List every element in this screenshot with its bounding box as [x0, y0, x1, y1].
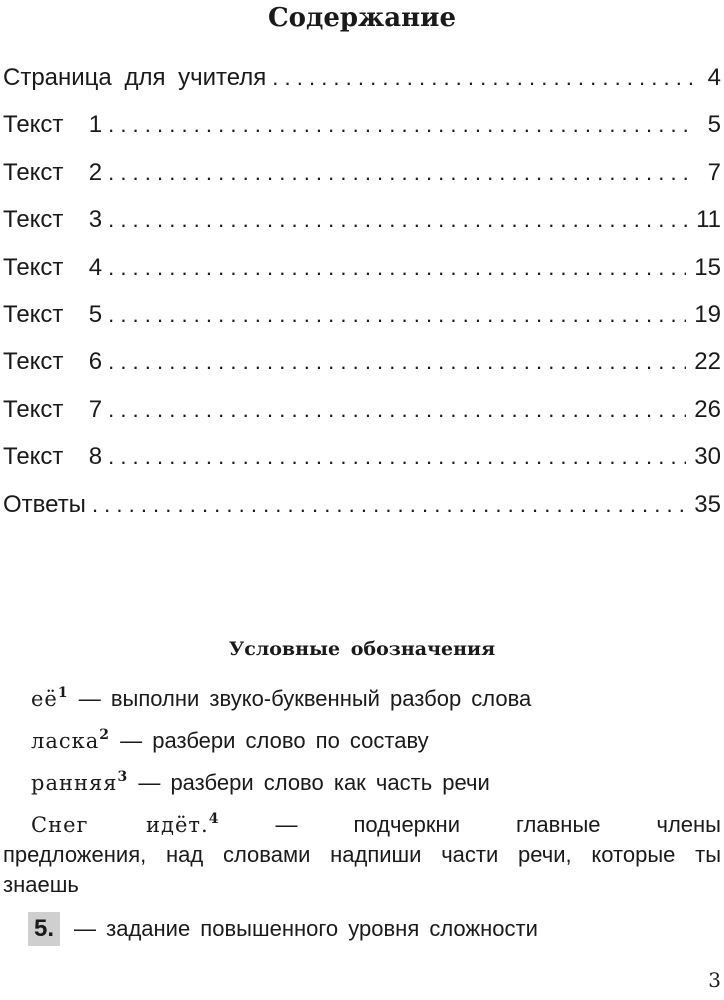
toc-dot-leader — [108, 291, 686, 338]
superscript-mark: 3 — [117, 769, 129, 785]
toc-entry — [3, 244, 721, 291]
toc-dot-leader — [108, 386, 686, 433]
legend-item-first-line — [3, 810, 721, 840]
toc-entry-page: 4 — [707, 64, 721, 91]
toc-entry-page: 26 — [694, 395, 721, 423]
superscript-mark: 2 — [99, 727, 111, 743]
superscript-mark: 4 — [208, 811, 220, 827]
toc-entry-label: Текст 6 — [3, 348, 103, 376]
toc-dot-leader — [108, 101, 693, 148]
legend-item — [31, 768, 721, 798]
example-word-text: ранняя — [31, 771, 118, 795]
legend-item — [3, 810, 721, 900]
toc-entry — [3, 54, 721, 101]
toc-entry — [3, 433, 721, 480]
page-number: 3 — [708, 968, 721, 992]
toc-entry-page: 5 — [707, 111, 721, 139]
toc-entry-page: 15 — [694, 253, 721, 281]
superscript-mark: 1 — [57, 685, 69, 701]
toc-entry-label: Текст 1 — [3, 111, 103, 139]
legend-example-word — [31, 813, 219, 837]
toc-dot-leader — [108, 338, 686, 385]
toc-entry-page: 11 — [696, 206, 721, 234]
legend — [3, 684, 721, 946]
toc-entry-page: 22 — [694, 348, 721, 376]
toc-entry-label: Текст 7 — [3, 395, 103, 423]
toc-dot-leader — [108, 149, 693, 196]
toc-dot-leader — [108, 196, 688, 243]
toc-dot-leader — [272, 54, 693, 101]
toc-entry-label: Текст 5 — [3, 300, 103, 328]
toc-entry-label: Текст 3 — [3, 206, 103, 234]
legend-description: — подчеркни главные члены — [275, 812, 721, 837]
legend-description: — разбери слово по составу — [120, 728, 429, 753]
toc-entry-label: Страница для учителя — [3, 64, 267, 91]
toc-entry — [3, 149, 721, 196]
toc-entry-label: Текст 2 — [3, 158, 103, 186]
example-word-text: ласка — [31, 729, 100, 753]
toc-title: Содержание — [267, 3, 457, 33]
toc-entry — [3, 291, 721, 338]
toc-entry-page: 7 — [707, 158, 721, 186]
toc-entry-page: 35 — [694, 490, 721, 518]
toc-dot-leader — [92, 481, 686, 528]
toc-entry — [3, 338, 721, 385]
legend-description-continued: предложения, над словами надпиши части речи, которые ты знаешь — [3, 842, 721, 897]
toc-entry — [3, 101, 721, 148]
toc-entry — [3, 196, 721, 243]
legend-description: — разбери слово как часть речи — [138, 770, 490, 795]
example-word-text: её — [31, 687, 58, 711]
toc-entry-page: 30 — [694, 443, 721, 471]
toc-list — [3, 54, 721, 528]
legend-item — [31, 684, 721, 714]
task5-badge: 5. — [28, 912, 60, 946]
toc-entry-page: 19 — [694, 300, 721, 328]
toc-entry-label: Текст 4 — [3, 253, 103, 281]
legend-example-word — [31, 729, 110, 753]
toc-entry — [3, 481, 721, 528]
legend-item-task5 — [28, 912, 721, 946]
toc-entry — [3, 386, 721, 433]
legend-description: — выполни звуко-буквенный разбор слова — [78, 686, 532, 711]
toc-entry-label: Текст 8 — [3, 443, 103, 471]
legend-example-word — [31, 687, 69, 711]
toc-dot-leader — [108, 244, 686, 291]
legend-example-word — [31, 771, 128, 795]
toc-dot-leader — [108, 433, 686, 480]
legend-title: Условные обозначения — [228, 638, 496, 660]
legend-description: — задание повышенного уровня сложности — [74, 916, 538, 941]
example-word-text: Снег идёт. — [31, 813, 209, 837]
legend-item — [31, 726, 721, 756]
toc-entry-label: Ответы — [3, 490, 86, 518]
